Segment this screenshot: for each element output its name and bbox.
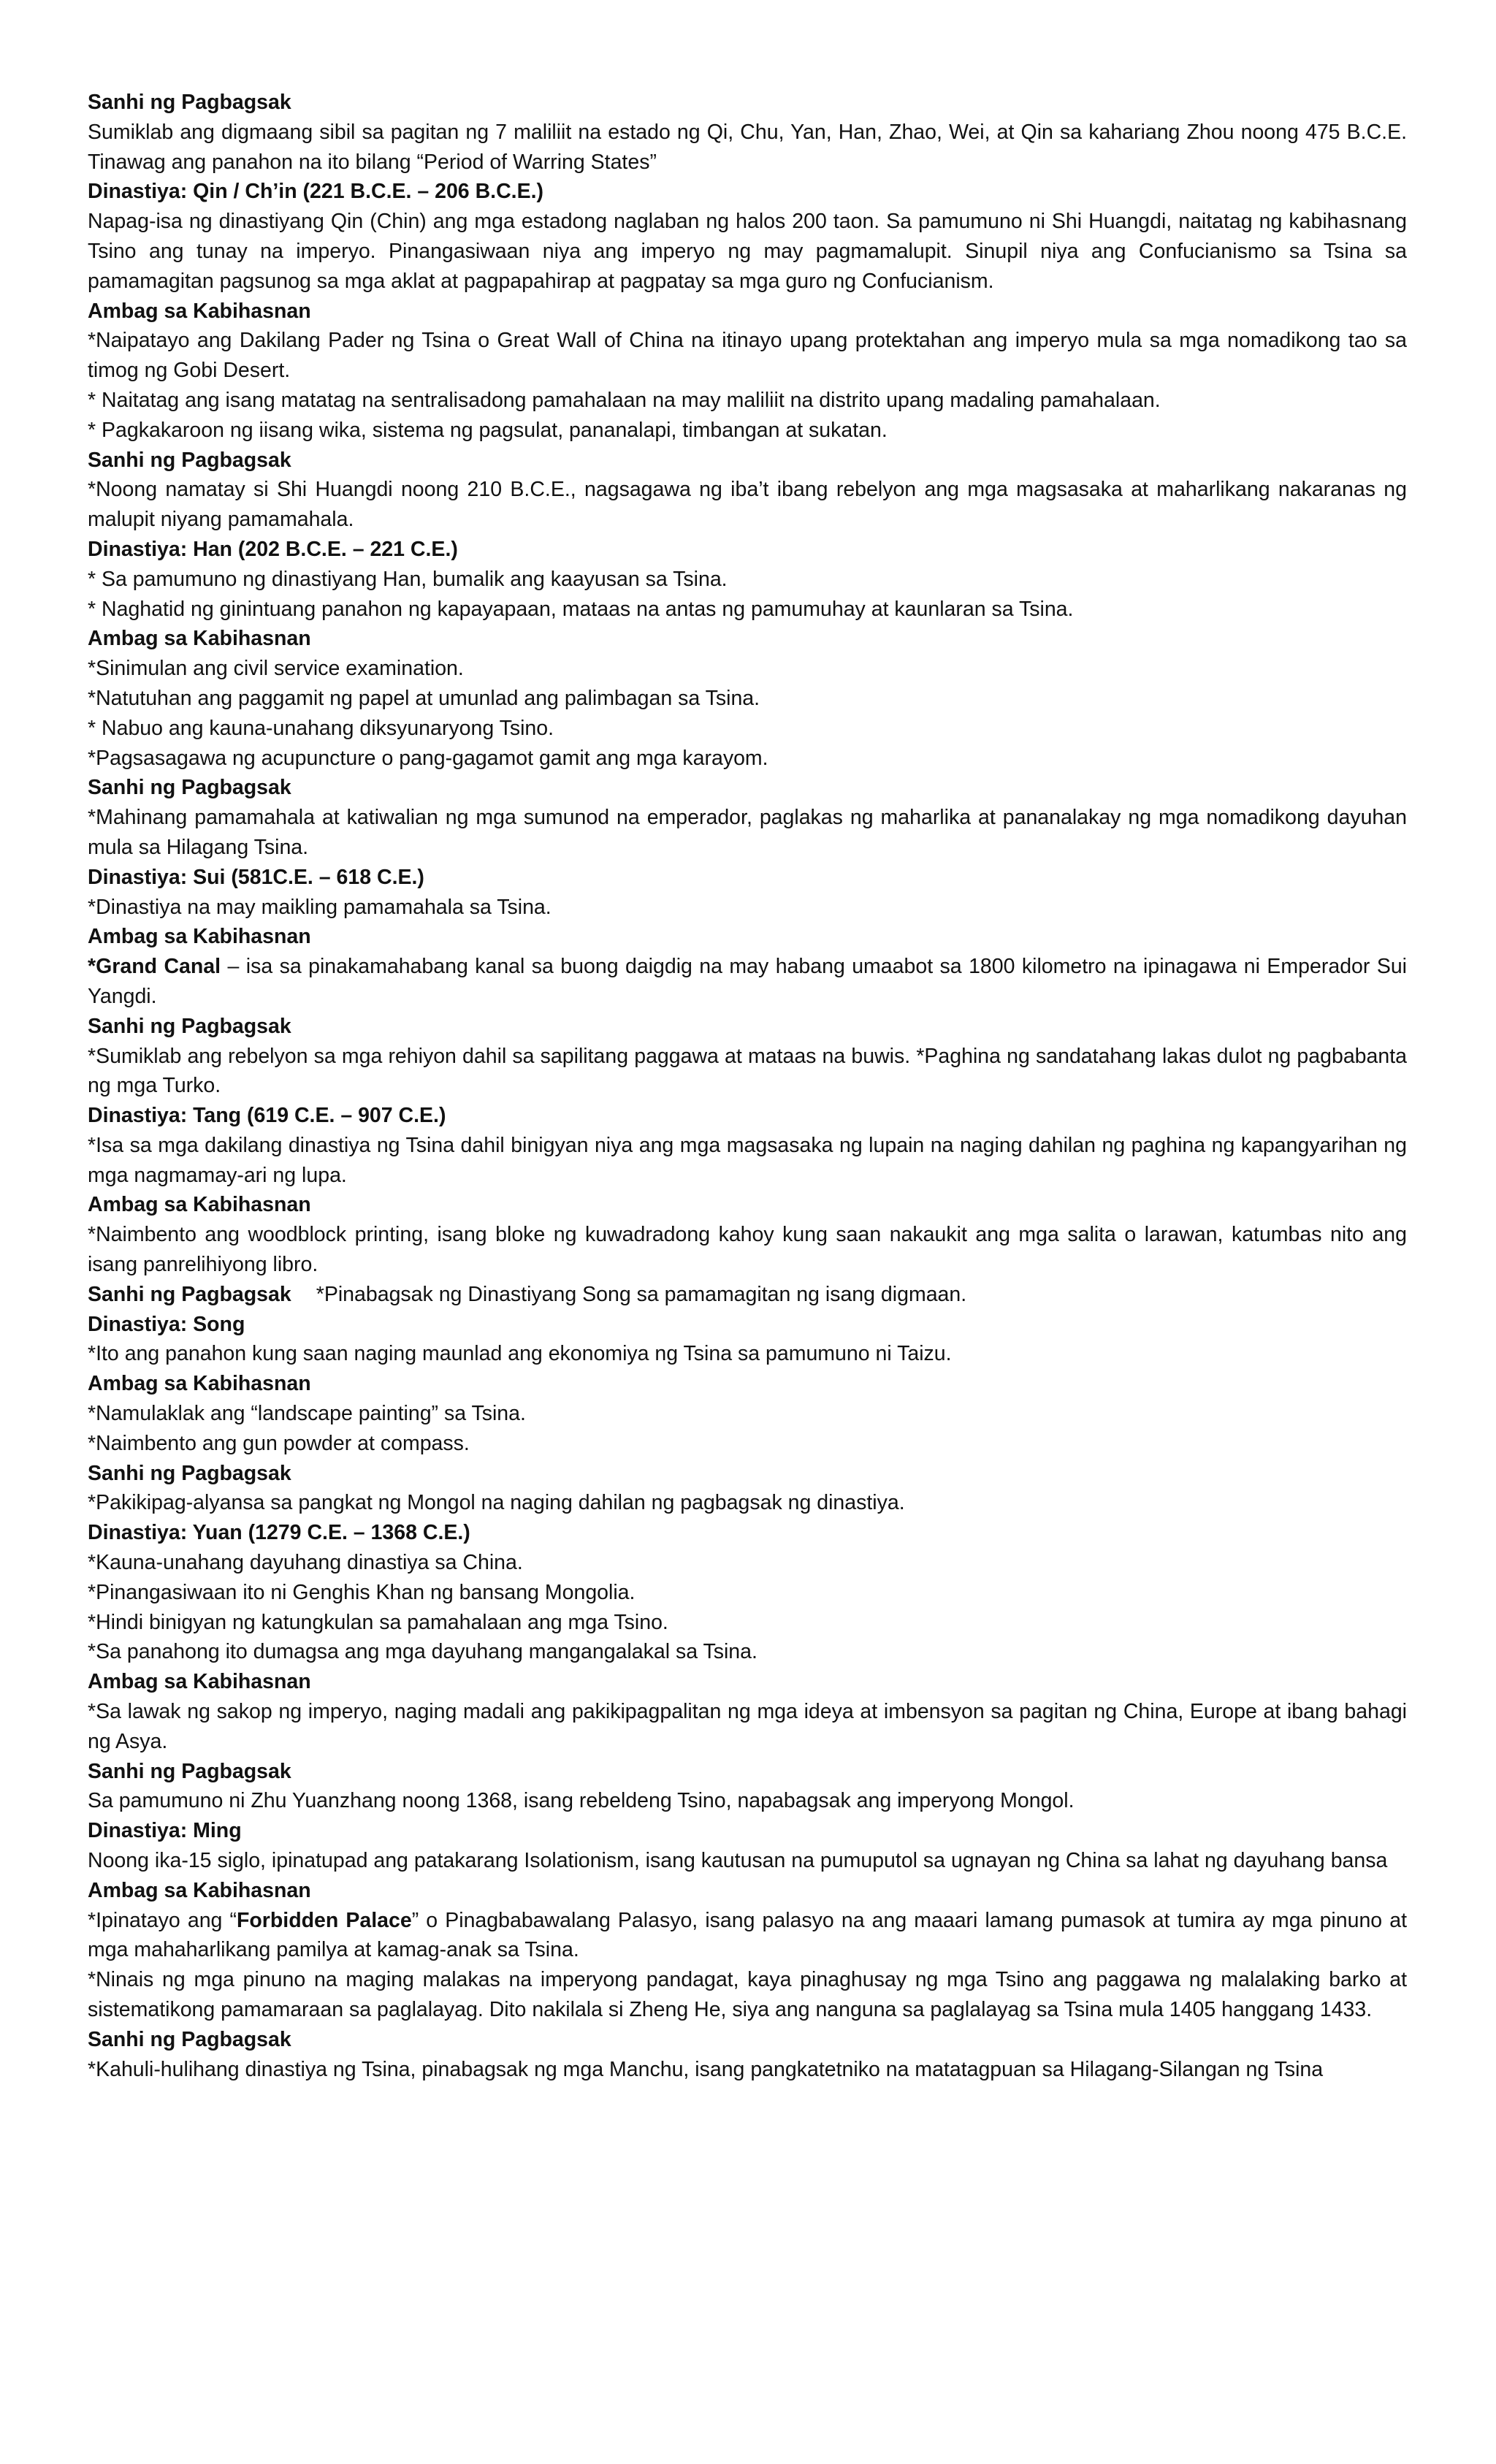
section-heading: Ambag sa Kabihasnan — [88, 299, 311, 323]
document-body — [88, 88, 1407, 2084]
paragraph-text: *Dinastiya na may maikling pamamahala sa Tsina. — [88, 895, 552, 919]
paragraph-text: *Kauna-unahang dayuhang dinastiya sa China. — [88, 1551, 523, 1575]
paragraph-text: *Isa sa mga dakilang dinastiya ng Tsina dahil binigyan niya ang mga magsasaka ng lupain na naging dahilan ng paghina ng kapangyarihan ng mga nagmamay-ari ng lupa. — [88, 1133, 1407, 1187]
paragraph-text-rest: ” o Pinagbabawalang Palasyo, isang palasyo na ang maaari lamang pumasok at tumira ay mga pinuno at mga mahaharlikang pamilya at kamag-anak sa Tsina. — [88, 1908, 1408, 1962]
paragraph-text: *Sumiklab ang rebelyon sa mga rehiyon dahil sa sapilitang paggawa at mataas na buwis. *Paghina ng sandatahang lakas dulot ng pagbabanta ng mga Turko. — [88, 1044, 1407, 1098]
section-heading: Dinastiya: Han (202 B.C.E. – 221 C.E.) — [88, 537, 458, 561]
paragraph-text: *Noong namatay si Shi Huangdi noong 210 B.C.E., nagsagawa ng iba’t ibang rebelyon ang mga magsasaka at maharlikang nakaranas ng malupit niyang pamamahala. — [88, 478, 1407, 532]
paragraph-text: *Pagsasagawa ng acupuncture o pang-gagamot gamit ang mga karayom. — [88, 746, 768, 770]
paragraph-text: * Naghatid ng ginintuang panahon ng kapayapaan, mataas na antas ng pamumuhay at kaunlaran sa Tsina. — [88, 597, 1074, 621]
paragraph-text: *Ito ang panahon kung saan naging maunlad ang ekonomiya ng Tsina sa pamumuno ni Taizu. — [88, 1342, 952, 1366]
paragraph-text: *Pinangasiwaan ito ni Genghis Khan ng bansang Mongolia. — [88, 1580, 636, 1604]
section-heading: Dinastiya: Sui (581C.E. – 618 C.E.) — [88, 865, 424, 889]
paragraph-text: *Sinimulan ang civil service examination. — [88, 657, 464, 681]
paragraph-text: *Namulaklak ang “landscape painting” sa Tsina. — [88, 1402, 526, 1426]
paragraph-text: *Hindi binigyan ng katungkulan sa pamahalaan ang mga Tsino. — [88, 1610, 668, 1634]
paragraph-text: *Pinabagsak ng Dinastiyang Song sa pamamagitan ng isang digmaan. — [316, 1282, 967, 1306]
section-heading: Sanhi ng Pagbagsak — [88, 91, 291, 114]
paragraph-text: *Naipatayo ang Dakilang Pader ng Tsina o Great Wall of China na itinayo upang protektahan ang imperyo mula sa mga nomadikong tao sa timog ng Gobi Desert. — [88, 329, 1407, 383]
paragraph-text: *Mahinang pamamahala at katiwalian ng mga sumunod na emperador, paglakas ng maharlika at pananalakay ng mga nomadikong dayuhan mula sa Hilagang Tsina. — [88, 806, 1407, 859]
section-heading: Ambag sa Kabihasnan — [88, 1670, 311, 1694]
bold-term: Forbidden Palace — [236, 1908, 412, 1932]
paragraph-text: *Natutuhan ang paggamit ng papel at umunlad ang palimbagan sa Tsina. — [88, 686, 760, 710]
section-heading: Sanhi ng Pagbagsak — [88, 2027, 291, 2051]
paragraph-text: * Sa pamumuno ng dinastiyang Han, bumalik ang kaayusan sa Tsina. — [88, 567, 728, 591]
section-heading: Ambag sa Kabihasnan — [88, 1193, 311, 1217]
section-heading: Sanhi ng Pagbagsak — [88, 776, 291, 800]
paragraph-text: * Nabuo ang kauna-unahang diksyunaryong Tsino. — [88, 716, 554, 740]
section-heading: Dinastiya: Yuan (1279 C.E. – 1368 C.E.) — [88, 1521, 470, 1545]
paragraph-text: *Kahuli-hulihang dinastiya ng Tsina, pinabagsak ng mga Manchu, isang pangkatetniko na matatagpuan sa Hilagang-Silangan ng Tsina — [88, 2057, 1324, 2081]
paragraph-text — [88, 1906, 1407, 1966]
section-heading: Ambag sa Kabihasnan — [88, 1372, 311, 1396]
paragraph-text: *Naimbento ang woodblock printing, isang bloke ng kuwadradong kahoy kung saan nakaukit ang mga salita o larawan, katumbas nito ang isang panrelihiyong libro. — [88, 1223, 1407, 1277]
paragraph-text: Napag-isa ng dinastiyang Qin (Chin) ang mga estadong naglaban ng halos 200 taon. Sa pamumuno ni Shi Huangdi, naitatag ng kabihasnang Tsino ang tunay na imperyo. Pinangasiwaan niya ang imperyo ng may pagmamalupit. Sinupil niya ang Confucianismo sa Tsina sa pamamagitan pagsunog sa mga aklat at pagpapahirap at pagpatay sa mga guro ng Confucianism. — [88, 210, 1407, 293]
paragraph-text-start: *Ipinatayo ang “ — [88, 1908, 237, 1932]
section-heading: Sanhi ng Pagbagsak — [88, 1282, 291, 1306]
section-heading: Dinastiya: Song — [88, 1312, 245, 1336]
paragraph-text: Sa pamumuno ni Zhu Yuanzhang noong 1368, isang rebeldeng Tsino, napabagsak ang imperyong Mongol. — [88, 1789, 1075, 1813]
section-heading: Ambag sa Kabihasnan — [88, 925, 311, 949]
paragraph-text: *Pakikipag-alyansa sa pangkat ng Mongol na naging dahilan ng pagbagsak ng dinastiya. — [88, 1491, 905, 1515]
section-heading: Sanhi ng Pagbagsak — [88, 448, 291, 472]
section-heading: Sanhi ng Pagbagsak — [88, 1014, 291, 1038]
section-heading: Dinastiya: Qin / Ch’in (221 B.C.E. – 206 B.C.E.) — [88, 180, 543, 204]
section-heading: Dinastiya: Ming — [88, 1819, 242, 1843]
paragraph-text — [88, 952, 1407, 1012]
section-heading: Sanhi ng Pagbagsak — [88, 1759, 291, 1783]
paragraph-text: * Naitatag ang isang matatag na sentralisadong pamahalaan na may maliliit na distrito upang madaling pamahalaan. — [88, 388, 1161, 412]
paragraph-text: *Naimbento ang gun powder at compass. — [88, 1431, 470, 1455]
paragraph-text: *Sa lawak ng sakop ng imperyo, naging madali ang pakikipagpalitan ng mga ideya at imbensyon sa pagitan ng China, Europe at ibang bahagi ng Asya. — [88, 1700, 1407, 1753]
paragraph-text: Noong ika-15 siglo, ipinatupad ang patakarang Isolationism, isang kautusan na pumuputol sa ugnayan ng China sa lahat ng dayuhang bansa — [88, 1849, 1388, 1873]
section-heading: Ambag sa Kabihasnan — [88, 1878, 311, 1902]
paragraph-text: * Pagkakaroon ng iisang wika, sistema ng pagsulat, pananalapi, timbangan at sukatan. — [88, 418, 888, 442]
section-heading: Dinastiya: Tang (619 C.E. – 907 C.E.) — [88, 1104, 446, 1128]
paragraph-text: *Ninais ng mga pinuno na maging malakas na imperyong pandagat, kaya pinaghusay ng mga Tsino ang paggawa ng malalaking barko at sistematikong pamamaraan sa paglalayag. Dito nakilala si Zheng He, siya ang nanguna sa paglalayag sa Tsina mula 1405 hanggang 1433. — [88, 1968, 1407, 2021]
section-heading: Ambag sa Kabihasnan — [88, 627, 311, 651]
paragraph-text: *Sa panahong ito dumagsa ang mga dayuhang mangangalakal sa Tsina. — [88, 1640, 757, 1664]
paragraph-text-rest: – isa sa pinakamahabang kanal sa buong daigdig na may habang umaabot sa 1800 kilometro na ipinagawa ni Emperador Sui Yangdi. — [88, 955, 1408, 1008]
heading-with-text — [88, 1280, 1407, 1310]
section-heading: Sanhi ng Pagbagsak — [88, 1461, 291, 1485]
paragraph-text: Sumiklab ang digmaang sibil sa pagitan ng 7 maliliit na estado ng Qi, Chu, Yan, Han, Zhao, Wei, at Qin sa kahariang Zhou noong 475 B.C.E. Tinawag ang panahon na ito bilang “Period of Warring States” — [88, 120, 1407, 174]
bold-term: *Grand Canal — [88, 955, 221, 979]
